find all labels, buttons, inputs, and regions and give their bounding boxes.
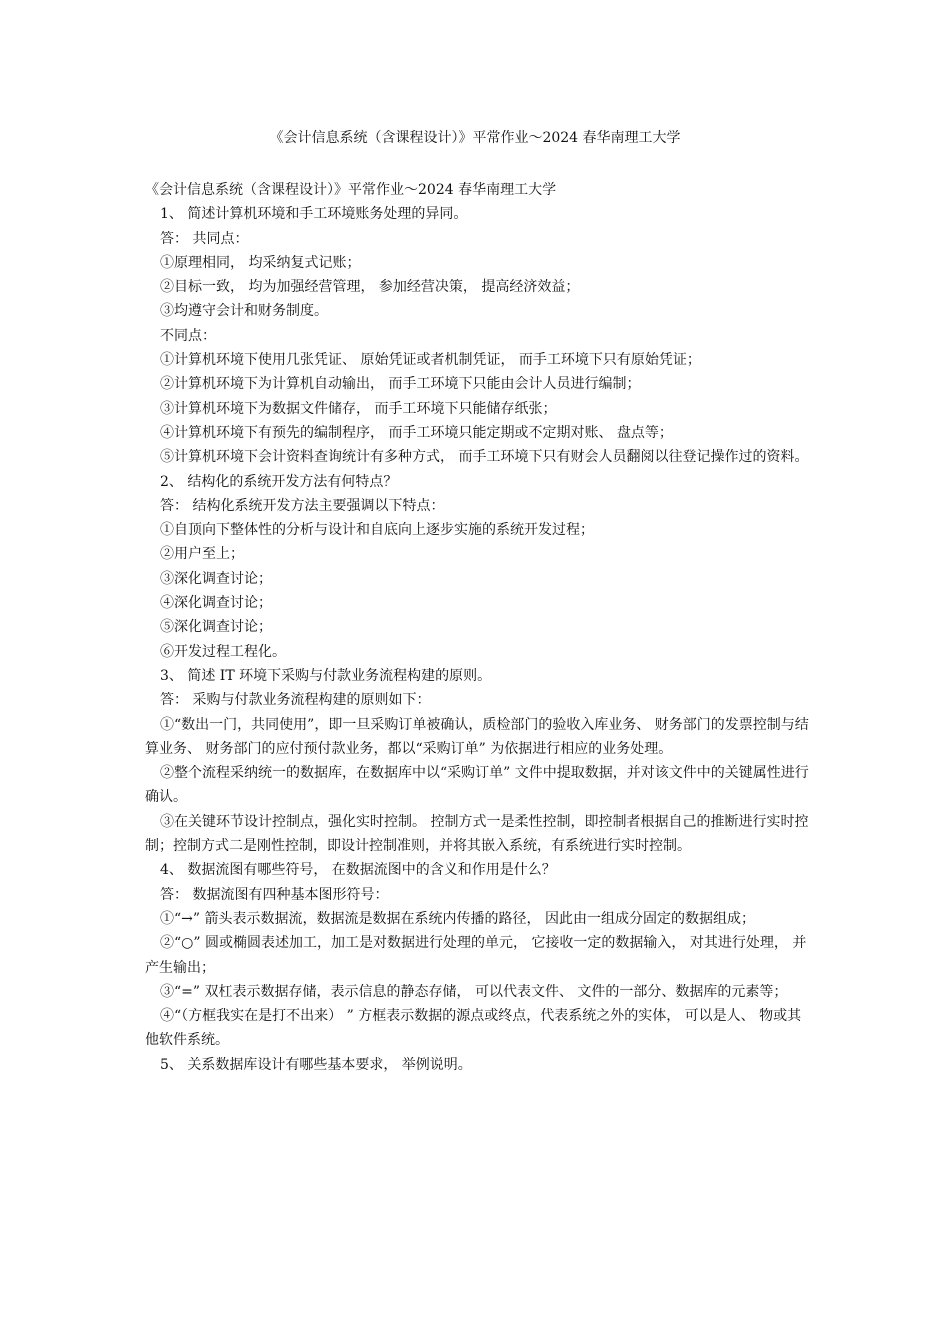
- list-item: ②整个流程采纳统一的数据库，在数据库中以“采购订单” 文件中提取数据，并对该文件中的关键属性进行确认。: [145, 765, 809, 806]
- question-heading: 3、 简述 IT 环境下采购与付款业务流程构建的原则。: [160, 667, 492, 684]
- list-item: ④计算机环境下有预先的编制程序， 而手工环境只能定期或不定期对账、 盘点等；: [160, 424, 673, 441]
- question-heading: 4、 数据流图有哪些符号， 在数据流图中的含义和作用是什么？: [160, 862, 556, 879]
- answer-line: 答： 数据流图有四种基本图形符号：: [160, 886, 389, 903]
- list-item: ③深化调查讨论；: [160, 570, 272, 587]
- list-item: ①自顶向下整体性的分析与设计和自底向上逐步实施的系统开发过程；: [160, 522, 594, 539]
- question-heading: 1、 简述计算机环境和手工环境账务处理的异同。: [160, 206, 468, 223]
- answer-line: 答： 共同点：: [160, 230, 249, 247]
- list-item: ①计算机环境下使用几张凭证、 原始凭证或者机制凭证， 而手工环境下只有原始凭证；: [160, 352, 701, 369]
- list-item: ②“○” 圆或椭圆表述加工，加工是对数据进行处理的单元， 它接收一定的数据输入， 对其进行处理， 并产生输出；: [145, 935, 807, 976]
- question-heading: 5、 关系数据库设计有哪些基本要求， 举例说明。: [160, 1056, 472, 1073]
- list-item: ④深化调查讨论；: [160, 595, 272, 612]
- document-subtitle: 《会计信息系统（含课程设计）》平常作业～2024 春华南理工大学: [145, 182, 557, 198]
- answer-line: 答： 采购与付款业务流程构建的原则如下：: [160, 692, 431, 709]
- list-item: ⑤深化调查讨论；: [160, 619, 272, 636]
- list-item: ②用户至上；: [160, 546, 244, 563]
- list-item: ④“（方框我实在是打不出来） ” 方框表示数据的源点或终点，代表系统之外的实体， 可以是人、 物或其他软件系统。: [145, 1008, 802, 1049]
- list-item: ①原理相同， 均采纳复式记账；: [160, 254, 361, 271]
- list-item: ⑤计算机环境下会计资料查询统计有多种方式， 而手工环境下只有财会人员翻阅以往登记操作过的资料。: [160, 449, 809, 466]
- question-heading: 2、 结构化的系统开发方法有何特点？: [160, 473, 398, 490]
- document-body: [145, 178, 810, 1077]
- list-item: ③均遵守会计和财务制度。: [160, 303, 328, 320]
- list-item: ①“→” 箭头表示数据流，数据流是数据在系统内传播的路径， 因此由一组成分固定的数据组成；: [160, 910, 755, 927]
- page-title: 《会计信息系统（含课程设计）》平常作业～2024 春华南理工大学: [269, 130, 681, 146]
- list-item: ③在关键环节设计控制点，强化实时控制。 控制方式一是柔性控制，即控制者根据自己的推断进行实时控制；控制方式二是刚性控制，即设计控制准则，并将其嵌入系统，有系统进行实时控制。: [145, 813, 809, 855]
- list-item: ⑥开发过程工程化。: [160, 643, 286, 660]
- list-item: ②计算机环境下为计算机自动输出， 而手工环境下只能由会计人员进行编制；: [160, 376, 641, 393]
- list-item: ③计算机环境下为数据文件储存， 而手工环境下只能储存纸张；: [160, 400, 557, 417]
- list-item: ②目标一致， 均为加强经营管理， 参加经营决策， 提高经济效益；: [160, 279, 580, 296]
- answer-line: 答： 结构化系统开发方法主要强调以下特点：: [160, 497, 445, 514]
- list-item: ①“数出一门，共同使用”，即一旦采购订单被确认，质检部门的验收入库业务、 财务部门的发票控制与结算业务、 财务部门的应付预付款业务，都以“采购订单” 为依据进行相应的业务处理。: [145, 716, 809, 757]
- list-item: ③“=” 双杠表示数据存储，表示信息的静态存储， 可以代表文件、 文件的一部分、数据库的元素等；: [160, 983, 788, 1000]
- answer-line: 不同点：: [160, 327, 216, 344]
